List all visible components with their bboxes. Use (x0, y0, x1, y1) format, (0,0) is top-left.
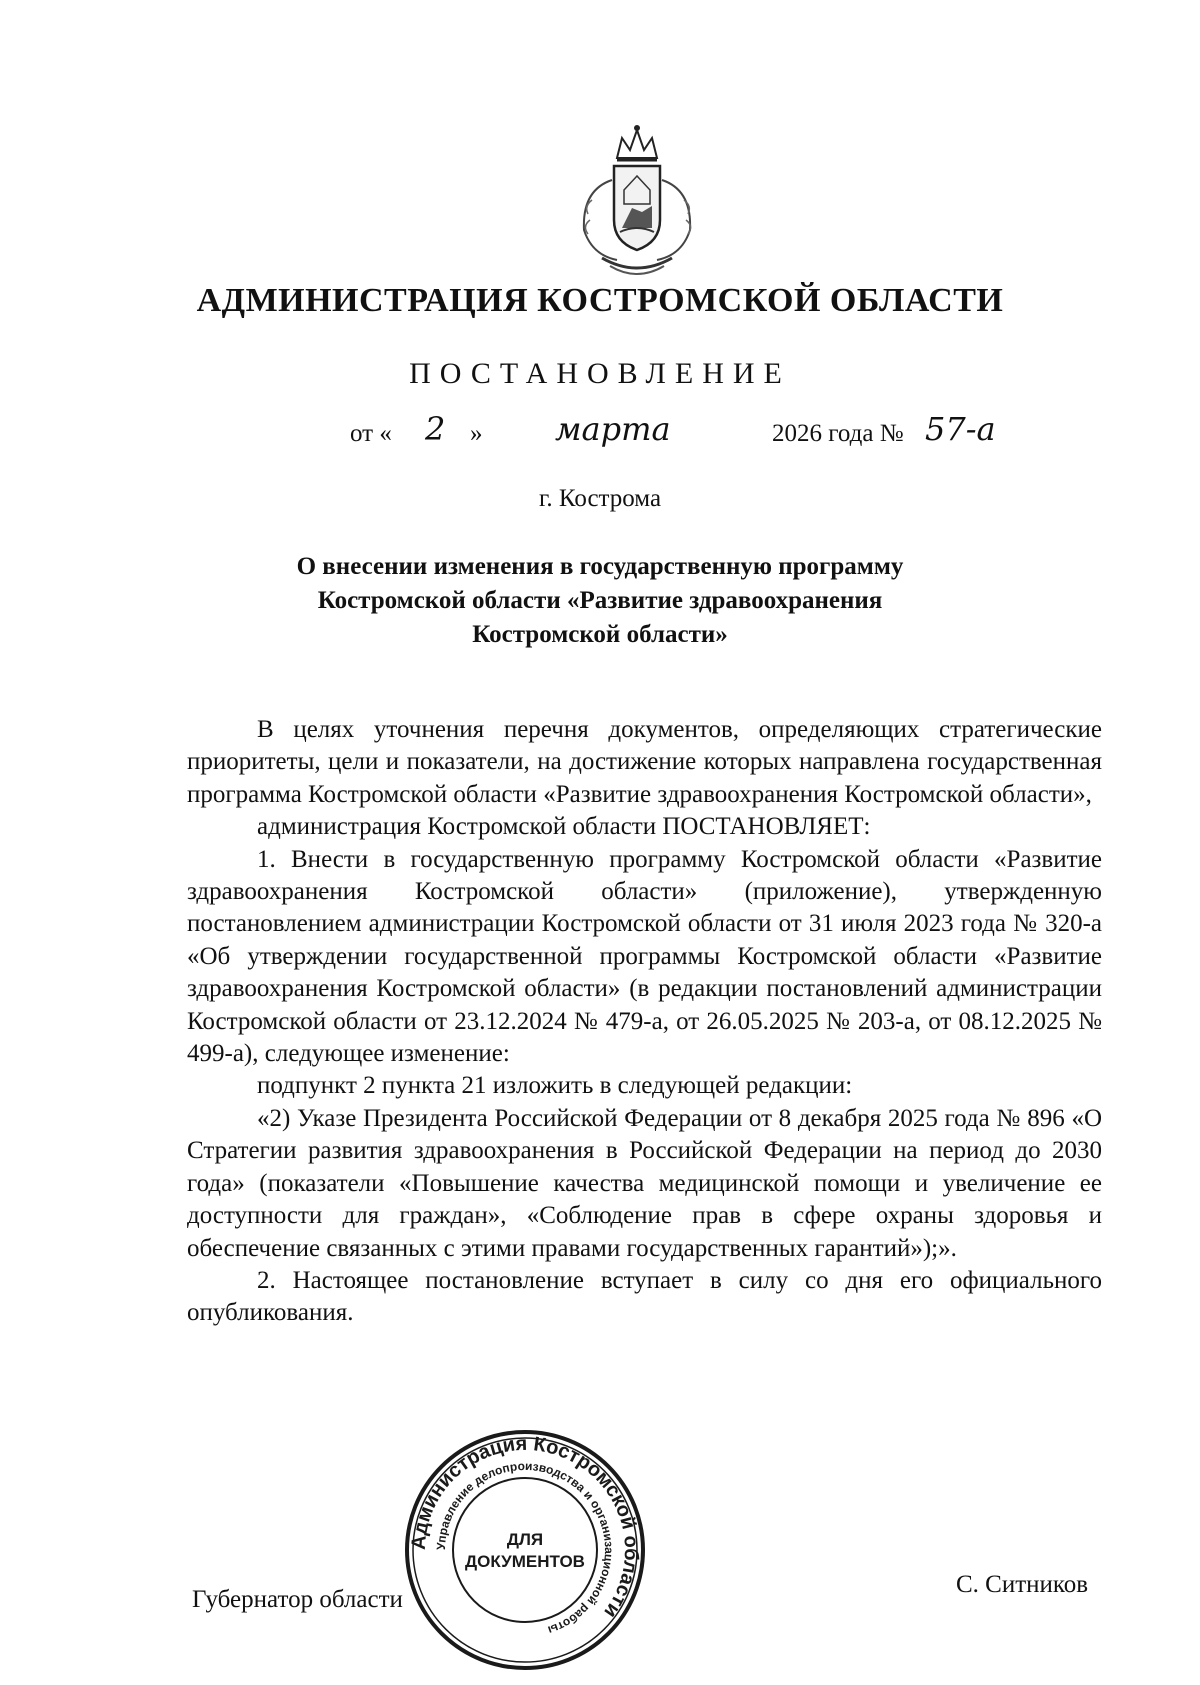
document-body (187, 714, 1102, 1330)
official-stamp (400, 1425, 650, 1675)
stamp-inner-ring-text: Управление делопроизводства и организационной работы (433, 1458, 617, 1638)
title-line: Костромской области» (472, 621, 728, 648)
date-prefix: от « (350, 420, 392, 447)
date-year-number-label: 2026 года № (772, 420, 904, 447)
document-title (250, 550, 950, 652)
title-line: О внесении изменения в государственную программу (296, 553, 904, 580)
paragraph-preamble: В целях уточнения перечня документов, определяющих стратегические приоритеты, цели и показатели, на достижение которых направлена государственная программа Костромской области «Развитие здравоохранения Костромской области», (187, 716, 1102, 808)
paragraph-item-2: 2. Настоящее постановление вступает в силу со дня его официального опубликования. (187, 1266, 1102, 1327)
organization-name: АДМИНИСТРАЦИЯ КОСТРОМСКОЙ ОБЛАСТИ (196, 282, 1004, 319)
stamp-center-line-2: ДОКУМЕНТОВ (465, 1552, 585, 1571)
signer-role: Губернатор области (192, 1586, 403, 1613)
document-number-handwritten: 57-а (925, 410, 996, 448)
stamp-center-line-1: ДЛЯ (506, 1530, 544, 1549)
paragraph-item-1: 1. Внести в государственную программу Костромской области «Развитие здравоохранения Костромской области» (приложение), утвержденную постановлением администрации Костромской области от 31 июля 2023 года № 320-а «Об утверждении государственной программы Костромской области «Развитие здравоохранения Костромской области» (в редакции постановлений администрации Костромской области от 23.12.2024 № 479-а, от 26.05.2025 № 203-а, от 08.12.2025 № 499-а), следующее изменение: (187, 845, 1102, 1068)
city: г. Кострома (538, 485, 662, 512)
paragraph-new-wording: «2) Указе Президента Российской Федерации от 8 декабря 2025 года № 896 «О Стратегии развития здравоохранения в Российской Федерации на период до 2030 года» (показатели «Повышение качества медицинской помощи и увеличение ее доступности для граждан», «Соблюдение прав в сфере охраны здоровья и обеспечение связанных с этими правами государственных гарантий»);». (187, 1104, 1102, 1262)
date-day-handwritten: 2 (425, 410, 446, 448)
document-type: ПОСТАНОВЛЕНИЕ (409, 357, 791, 390)
signer-name: С. Ситников (956, 1571, 1089, 1598)
stamp-ring-text: Администрация Костромской области (407, 1432, 643, 1622)
paragraph-resolves: администрация Костромской области ПОСТАНОВЛЯЕТ: (257, 813, 871, 841)
coat-of-arms-emblem (562, 120, 712, 280)
paragraph-subitem: подпункт 2 пункта 21 изложить в следующей редакции: (257, 1072, 853, 1100)
date-month-handwritten: марта (555, 410, 671, 448)
title-line: Костромской области «Развитие здравоохранения (317, 587, 883, 614)
date-day-close: » (470, 420, 483, 447)
